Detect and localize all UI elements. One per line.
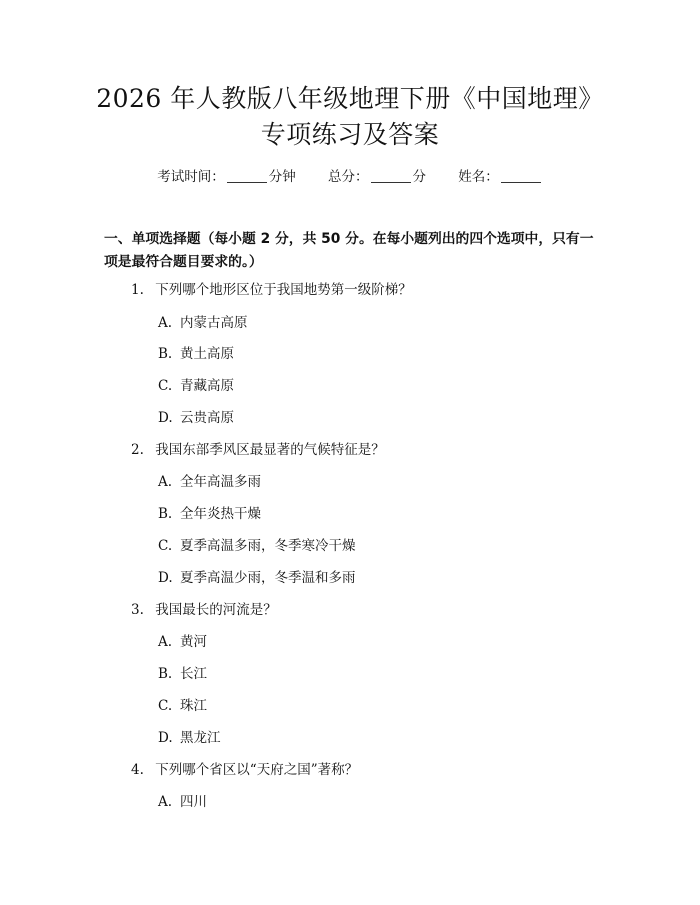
option-3b: [158, 664, 207, 684]
option-letter: D.: [158, 570, 173, 586]
document-title-line-1: 2026 年人教版八年级地理下册《中国地理》: [96, 84, 604, 113]
question-text: 我国东部季风区最显著的气候特征是？: [155, 442, 385, 458]
option-2b: [158, 504, 261, 524]
option-text: 全年炎热干燥: [180, 506, 261, 522]
exam-time-blank: [227, 168, 267, 183]
question-3: [131, 600, 277, 620]
option-3a: [158, 632, 207, 652]
exam-time-field: [157, 169, 300, 185]
option-letter: D.: [158, 410, 173, 426]
student-name-label: 姓名：: [458, 169, 499, 185]
option-letter: A.: [158, 794, 173, 810]
question-text: 下列哪个地形区位于我国地势第一级阶梯？: [155, 282, 412, 298]
option-text: 内蒙古高原: [180, 315, 248, 331]
question-number: 2.: [131, 442, 144, 458]
question-number: 4.: [131, 762, 144, 778]
option-letter: C.: [158, 698, 173, 714]
question-number: 1.: [131, 282, 144, 298]
option-2d: [158, 568, 356, 588]
option-text: 长江: [180, 666, 207, 682]
option-3c: [158, 696, 207, 716]
student-name-blank: [501, 168, 541, 183]
option-text: 黄土高原: [180, 346, 234, 362]
option-2a: [158, 472, 261, 492]
question-number: 3.: [131, 602, 144, 618]
question-4: [131, 760, 358, 780]
section-heading: 一、单项选择题（每小题 2 分，共 50 分。在每小题列出的四个选项中，只有一项是最符合题目要求的。）: [104, 231, 594, 270]
option-text: 珠江: [180, 698, 207, 714]
total-score-blank: [371, 168, 411, 183]
exam-info-line: [0, 167, 700, 187]
total-score-label: 总分：: [328, 169, 369, 185]
option-3d: [158, 728, 221, 748]
option-1d: [158, 408, 234, 428]
option-2c: [158, 536, 356, 556]
total-score-unit: 分: [412, 169, 426, 185]
option-letter: B.: [158, 346, 173, 362]
option-letter: B.: [158, 506, 173, 522]
question-2: [131, 440, 385, 460]
option-text: 黄河: [180, 634, 207, 650]
option-text: 黑龙江: [180, 730, 221, 746]
exam-time-label: 考试时间：: [157, 169, 225, 185]
student-name-field: [458, 169, 543, 185]
option-text: 四川: [180, 794, 207, 810]
option-letter: D.: [158, 730, 173, 746]
option-1c: [158, 376, 234, 396]
question-text: 下列哪个省区以“天府之国”著称？: [155, 762, 359, 778]
option-text: 云贵高原: [180, 410, 234, 426]
option-letter: A.: [158, 474, 173, 490]
question-1: [131, 280, 412, 300]
option-1b: [158, 344, 234, 364]
option-text: 全年高温多雨: [180, 474, 261, 490]
option-1a: [158, 313, 248, 333]
option-4a: [158, 792, 207, 812]
option-text: 夏季高温少雨，冬季温和多雨: [180, 570, 356, 586]
option-letter: B.: [158, 666, 173, 682]
option-letter: A.: [158, 634, 173, 650]
option-text: 青藏高原: [180, 378, 234, 394]
exam-time-unit: 分钟: [268, 169, 296, 185]
option-letter: A.: [158, 315, 173, 331]
total-score-field: [328, 169, 430, 185]
option-letter: C.: [158, 378, 173, 394]
question-text: 我国最长的河流是？: [155, 602, 277, 618]
document-title-line-2: 专项练习及答案: [260, 120, 440, 149]
option-letter: C.: [158, 538, 173, 554]
option-text: 夏季高温多雨，冬季寒冷干燥: [180, 538, 356, 554]
